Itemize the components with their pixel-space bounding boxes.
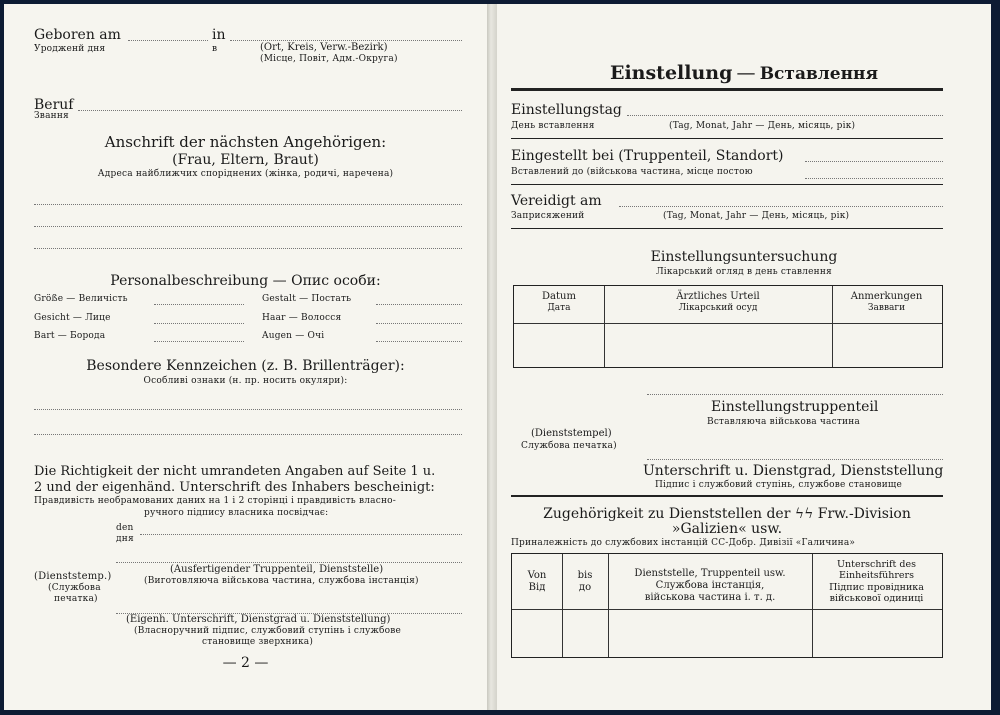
- zug-heading-1: Zugehörigkeit zu Dienststellen der ϟϟ Frw.-Division: [543, 506, 911, 522]
- dienststemp-label: (Dienststemp.): [34, 571, 112, 582]
- zaprys-label: Заприсяжений: [511, 211, 585, 221]
- col-datum-ua: Дата: [547, 303, 571, 313]
- richtig-line-2: 2 und der eigenhänd. Unterschrift des Inhabers bescheinigt:: [34, 480, 435, 495]
- augen-label: Augen — Очі: [262, 331, 325, 341]
- den-vst-label: День вставлення: [511, 121, 595, 131]
- col-urteil: [604, 291, 832, 314]
- mistse-hint: (Місце, Повіт, Адм.-Округа): [260, 54, 398, 64]
- col-dienst-ua-2: військова частина і. т. д.: [644, 592, 776, 603]
- likar-heading: Лікарський огляд в день ставлення: [656, 267, 832, 277]
- rule-2: [511, 184, 943, 185]
- ort-hint: (Ort, Kreis, Verw.-Bezirk): [260, 42, 388, 53]
- col-anm-ua: Завваги: [867, 303, 906, 313]
- ausfert-line: [116, 562, 462, 563]
- vereidigt-line: [619, 206, 943, 207]
- dienststempel-label: (Dienststempel): [531, 428, 612, 439]
- geboren-label: Geboren am: [34, 27, 121, 43]
- kennzeichen-line-2: [34, 434, 462, 435]
- vstavl-line: [805, 178, 943, 179]
- medical-table: [513, 285, 943, 368]
- col-urteil-ua: Лікарський осуд: [678, 303, 758, 313]
- gestalt-line: [376, 304, 462, 305]
- gestalt-label: Gestalt — Постать: [262, 294, 352, 304]
- bart-label: Bart — Борода: [34, 331, 106, 341]
- gesicht-line: [154, 323, 244, 324]
- vstavl-chast-label: Вставляюча військова частина: [707, 417, 860, 427]
- den-label: den: [116, 523, 134, 533]
- vereid-hint: (Tag, Monat, Jahr — День, місяць, рік): [663, 211, 850, 221]
- pidpys-label: Підпис і службовий ступінь, службове становище: [655, 480, 902, 490]
- address-line-2: [34, 226, 462, 227]
- truppenteil-line: [647, 394, 943, 395]
- beruf-line: [78, 110, 462, 111]
- in-label: in: [212, 27, 226, 43]
- col-von: [512, 570, 562, 594]
- col-bis-ua: до: [578, 582, 592, 593]
- grosse-label: Größe — Величість: [34, 294, 128, 304]
- rule-3: [511, 228, 943, 229]
- rule-1: [511, 138, 943, 139]
- einstellung-title: [497, 64, 991, 83]
- grosse-line: [154, 304, 244, 305]
- title-de: Einstellung: [609, 62, 733, 84]
- eingestellt-line: [805, 161, 943, 162]
- title-ua: Вставлення: [759, 64, 879, 84]
- eingestellt-label: Eingestellt bei (Truppenteil, Standort): [511, 148, 784, 164]
- col-unt-de-1: Unterschrift des: [837, 559, 916, 570]
- book-spine: [487, 4, 497, 710]
- truppenteil-label: Einstellungstruppenteil: [711, 399, 879, 415]
- vereidigt-label: Vereidigt am: [511, 193, 602, 209]
- nalezh-heading: Приналежність до службових інстанцій СС-Добр. Дивізії «Галичина»: [511, 538, 856, 548]
- col-dienststelle: [608, 568, 812, 604]
- gesicht-label: Gesicht — Лице: [34, 313, 111, 323]
- sluzh-pech-label: Службова печатка): [521, 441, 617, 451]
- pravd-line-1: Правдивість необрамованих даних на 1 і 2 сторінці і правдивість власно-: [34, 496, 397, 506]
- col-datum-de: Datum: [542, 291, 576, 302]
- anschrift-heading: Anschrift der nächsten Angehörigen:: [104, 133, 387, 151]
- haar-label: Haar — Волосся: [262, 313, 342, 323]
- col-von-de: Von: [527, 570, 547, 581]
- vlasnor-hint: (Власноручний підпис, службовий ступінь і службове: [134, 626, 402, 636]
- right-page: [497, 4, 991, 710]
- einstellungstag-line: [627, 115, 943, 116]
- col-von-ua: Від: [528, 582, 546, 593]
- zug-heading-2: »Galizien« usw.: [671, 521, 783, 537]
- col-dienst-de: Dienststelle, Truppenteil usw.: [634, 568, 786, 579]
- col-urteil-de: Ärztliches Urteil: [676, 291, 760, 302]
- urodzh-label: Уродженй дня: [34, 44, 106, 54]
- pechatka-label: печатка): [54, 594, 98, 604]
- address-line-1: [34, 204, 462, 205]
- col-dienst-ua-1: Службова інстанція,: [655, 580, 765, 591]
- address-line-3: [34, 248, 462, 249]
- frau-heading: (Frau, Eltern, Braut): [172, 152, 319, 168]
- col-anm-de: Anmerkungen: [850, 291, 923, 302]
- vygot-hint: (Виготовляюча військова частина, службова інстанція): [144, 576, 419, 586]
- untersuchung-heading: Einstellungsuntersuchung: [650, 249, 838, 265]
- medical-header-rule: [514, 323, 942, 324]
- zug-top-rule: [511, 495, 943, 497]
- service-header-rule: [512, 609, 942, 610]
- left-page: [4, 4, 487, 710]
- birth-date-line: [128, 40, 208, 41]
- col-unt-de-2: Einheitsführers: [839, 570, 914, 582]
- vstavl-label: Вставлений до (військова частина, місце постою: [511, 167, 753, 177]
- einstellungstag-label: Einstellungstag: [511, 102, 622, 118]
- personal-heading: Personalbeschreibung — Опис особи:: [110, 273, 381, 289]
- title-rule: [511, 88, 943, 91]
- besondere-heading: Besondere Kennzeichen (z. B. Brillenträger):: [86, 358, 405, 374]
- den-line: [140, 534, 462, 535]
- kennzeichen-line-1: [34, 409, 462, 410]
- col-bis: [562, 570, 608, 594]
- col-bis-de: bis: [577, 570, 593, 581]
- stanovysche-hint: становище зверхника): [202, 637, 314, 647]
- col-unterschrift: [812, 559, 941, 605]
- richtig-line-1: Die Richtigkeit der nicht umrandeten Angaben auf Seite 1 u.: [34, 464, 436, 479]
- haar-line: [376, 323, 462, 324]
- augen-line: [376, 341, 462, 342]
- dnia-label: дня: [116, 534, 134, 544]
- osoblyvi-heading: Особливі ознаки (н. пр. носить окуляри):: [143, 376, 348, 386]
- col-unt-ua-2: військової одиниці: [829, 593, 924, 605]
- pravd-line-2: ручного підпису власника посвідчає:: [144, 508, 329, 518]
- page-number: — 2 —: [222, 655, 269, 671]
- zvannia-label: Звання: [34, 111, 69, 121]
- title-dash: —: [736, 62, 756, 84]
- unterschrift-label: Unterschrift u. Dienstgrad, Dienststellung: [643, 463, 944, 479]
- sluzhbova-label: (Службова: [48, 583, 101, 593]
- col-datum: [514, 291, 604, 314]
- tag-hint: (Tag, Monat, Jahr — День, місяць, рік): [669, 121, 856, 131]
- col-unt-ua-1: Підпис провідника: [829, 581, 924, 593]
- eigenh-hint: (Eigenh. Unterschrift, Dienstgrad u. Dienststellung): [126, 614, 391, 625]
- service-table: [511, 553, 943, 658]
- birth-place-line: [230, 40, 462, 41]
- unterschrift-line: [647, 459, 943, 460]
- bart-line: [154, 341, 244, 342]
- beruf-label: Beruf: [34, 97, 74, 113]
- v-label: в: [212, 44, 218, 54]
- ausfert-hint: (Ausfertigender Truppenteil, Dienststelle): [170, 564, 384, 575]
- col-anmerkungen: [832, 291, 941, 314]
- adresa-heading: Адреса найближчих споріднених (жінка, родичі, наречена): [97, 169, 394, 179]
